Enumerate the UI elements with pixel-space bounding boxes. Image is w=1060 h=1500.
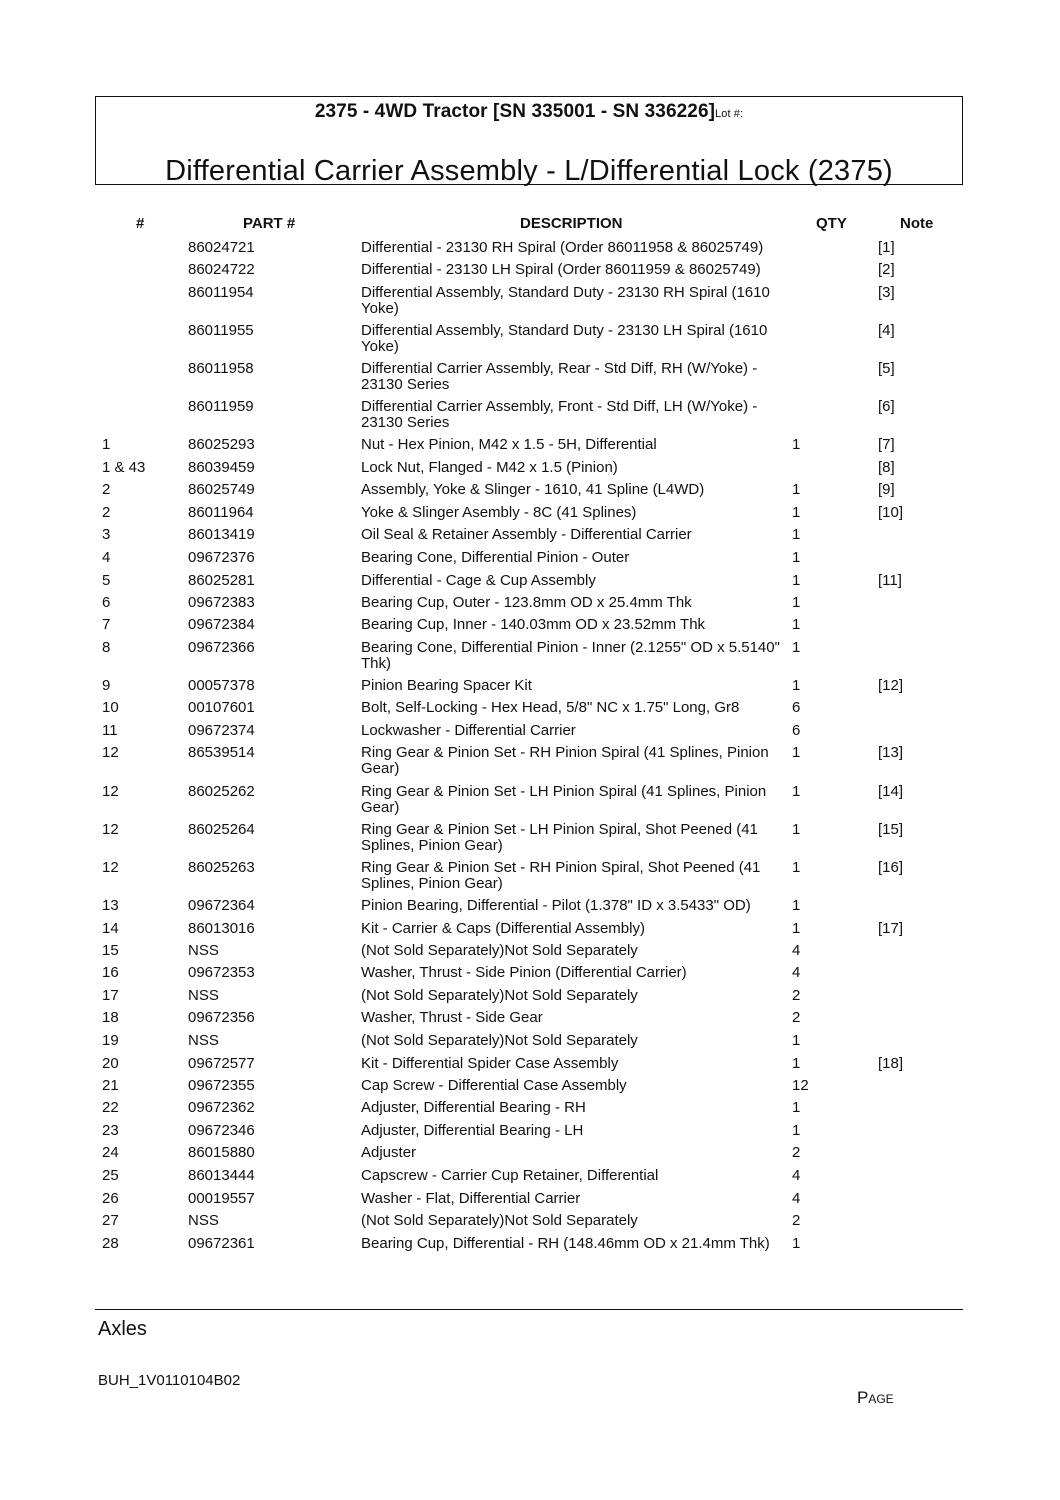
quantity-cell: 4 (792, 1190, 801, 1207)
footer-divider (95, 1309, 963, 1310)
part-number-cell: 00057378 (188, 677, 255, 694)
description-cell: Differential Carrier Assembly, Rear - Std Diff, RH (W/Yoke) - 23130 Series (361, 360, 758, 393)
description-cell: Oil Seal & Retainer Assembly - Differential Carrier (361, 526, 692, 543)
description-cell: (Not Sold Separately)Not Sold Separately (361, 1212, 638, 1229)
description-cell: Bearing Cup, Inner - 140.03mm OD x 23.52mm Thk (361, 616, 706, 633)
quantity-cell: 1 (792, 897, 801, 914)
quantity-cell: 4 (792, 1167, 801, 1184)
part-number-cell: 86025264 (188, 821, 255, 838)
column-header-qty: QTY (816, 215, 847, 232)
part-number-cell: 86011964 (188, 504, 254, 521)
description-cell: Adjuster (361, 1144, 417, 1161)
document-id: BUH_1V0110104B02 (98, 1372, 241, 1389)
quantity-cell: 1 (792, 526, 801, 543)
description-cell: Ring Gear & Pinion Set - RH Pinion Spiral, Shot Peened (41 Splines, Pinion Gear) (361, 859, 761, 892)
description-cell: Ring Gear & Pinion Set - RH Pinion Spiral (41 Splines, Pinion Gear) (361, 744, 769, 777)
item-number-cell: 28 (102, 1235, 119, 1252)
quantity-cell: 6 (792, 699, 801, 716)
page-title: Differential Carrier Assembly - L/Differential Lock (2375) (165, 155, 893, 187)
part-number-cell: NSS (188, 1032, 219, 1049)
quantity-cell: 1 (792, 1099, 801, 1116)
description-cell: (Not Sold Separately)Not Sold Separately (361, 987, 638, 1004)
part-number-cell: 09672384 (188, 616, 255, 633)
description-cell: Bolt, Self-Locking - Hex Head, 5/8" NC x 1.75" Long, Gr8 (361, 699, 740, 716)
description-cell: Differential - Cage & Cup Assembly (361, 572, 596, 589)
item-number-cell: 3 (102, 526, 111, 543)
quantity-cell: 2 (792, 987, 801, 1004)
tractor-model-text: 2375 - 4WD Tractor [SN 335001 - SN 336226] (314, 101, 716, 122)
description-cell: Bearing Cup, Differential - RH (148.46mm OD x 21.4mm Thk) (361, 1235, 770, 1252)
description-cell: Pinion Bearing Spacer Kit (361, 677, 532, 694)
part-number-cell: 09672577 (188, 1055, 255, 1072)
description-cell: Capscrew - Carrier Cup Retainer, Differential (361, 1167, 659, 1184)
part-number-cell: 09672356 (188, 1009, 255, 1026)
part-number-cell: 86039459 (188, 459, 255, 476)
quantity-cell: 1 (792, 1055, 801, 1072)
item-number-cell: 15 (102, 942, 119, 959)
item-number-cell: 12 (102, 859, 119, 876)
description-cell: Bearing Cone, Differential Pinion - Outer (361, 549, 630, 566)
part-number-cell: NSS (188, 987, 219, 1004)
description-cell: Ring Gear & Pinion Set - LH Pinion Spiral (41 Splines, Pinion Gear) (361, 783, 767, 816)
part-number-cell: 09672366 (188, 639, 255, 656)
note-ref-cell: [9] (878, 481, 895, 498)
quantity-cell: 1 (792, 481, 801, 498)
description-cell: Differential Assembly, Standard Duty - 23130 LH Spiral (1610 Yoke) (361, 322, 768, 355)
part-number-cell: 00107601 (188, 699, 255, 716)
description-cell: Kit - Differential Spider Case Assembly (361, 1055, 619, 1072)
note-ref-cell: [10] (878, 504, 904, 521)
description-cell: Differential Carrier Assembly, Front - Std Diff, LH (W/Yoke) - 23130 Series (361, 398, 758, 431)
note-ref-cell: [6] (878, 398, 895, 415)
quantity-cell: 1 (792, 504, 801, 521)
quantity-cell: 1 (792, 572, 801, 589)
note-ref-cell: [11] (878, 572, 902, 589)
item-number-cell: 26 (102, 1190, 119, 1207)
part-number-cell: 09672353 (188, 964, 255, 981)
item-number-cell: 12 (102, 821, 119, 838)
quantity-cell: 1 (792, 677, 801, 694)
description-cell: Ring Gear & Pinion Set - LH Pinion Spiral, Shot Peened (41 Splines, Pinion Gear) (361, 821, 758, 854)
description-cell: Kit - Carrier & Caps (Differential Assembly) (361, 920, 645, 937)
part-number-cell: NSS (188, 942, 219, 959)
quantity-cell: 2 (792, 1144, 801, 1161)
item-number-cell: 8 (102, 639, 111, 656)
quantity-cell: 1 (792, 821, 801, 838)
page-label: Page (857, 1388, 894, 1407)
note-ref-cell: [7] (878, 436, 895, 453)
item-number-cell: 12 (102, 783, 119, 800)
part-number-cell: 86024722 (188, 261, 255, 278)
item-number-cell: 13 (102, 897, 119, 914)
item-number-cell: 10 (102, 699, 119, 716)
note-ref-cell: [4] (878, 322, 895, 339)
column-header-number: # (136, 215, 145, 232)
description-cell: Adjuster, Differential Bearing - LH (361, 1122, 584, 1139)
item-number-cell: 18 (102, 1009, 119, 1026)
note-ref-cell: [3] (878, 284, 895, 301)
column-header-part: PART # (243, 215, 296, 232)
description-cell: Bearing Cup, Outer - 123.8mm OD x 25.4mm Thk (361, 594, 692, 611)
part-number-cell: 09672346 (188, 1122, 255, 1139)
item-number-cell: 7 (102, 616, 111, 633)
quantity-cell: 1 (792, 1032, 801, 1049)
description-cell: Differential - 23130 RH Spiral (Order 86011958 & 86025749) (361, 239, 764, 256)
quantity-cell: 1 (792, 920, 801, 937)
note-ref-cell: [8] (878, 459, 895, 476)
item-number-cell: 2 (102, 481, 111, 498)
part-number-cell: 86539514 (188, 744, 255, 761)
item-number-cell: 11 (102, 722, 118, 739)
note-ref-cell: [1] (878, 239, 895, 256)
description-cell: Yoke & Slinger Asembly - 8C (41 Splines) (361, 504, 637, 521)
part-number-cell: 86025263 (188, 859, 255, 876)
description-cell: Washer, Thrust - Side Gear (361, 1009, 543, 1026)
item-number-cell: 1 (102, 436, 111, 453)
item-number-cell: 17 (102, 987, 119, 1004)
quantity-cell: 1 (792, 1122, 801, 1139)
item-number-cell: 23 (102, 1122, 119, 1139)
item-number-cell: 6 (102, 594, 111, 611)
description-cell: (Not Sold Separately)Not Sold Separately (361, 942, 638, 959)
part-number-cell: 86025262 (188, 783, 255, 800)
item-number-cell: 12 (102, 744, 119, 761)
quantity-cell: 6 (792, 722, 801, 739)
item-number-cell: 9 (102, 677, 111, 694)
part-number-cell: 86011959 (188, 398, 254, 415)
quantity-cell: 2 (792, 1212, 801, 1229)
item-number-cell: 14 (102, 920, 119, 937)
note-ref-cell: [12] (878, 677, 904, 694)
note-ref-cell: [15] (878, 821, 904, 838)
part-number-cell: 86025293 (188, 436, 255, 453)
description-cell: Washer, Thrust - Side Pinion (Differential Carrier) (361, 964, 687, 981)
part-number-cell: 86013016 (188, 920, 255, 937)
note-ref-cell: [2] (878, 261, 895, 278)
description-cell: Bearing Cone, Differential Pinion - Inner (2.1255" OD x 5.5140" Thk) (361, 639, 780, 672)
item-number-cell: 19 (102, 1032, 119, 1049)
part-number-cell: 09672362 (188, 1099, 255, 1116)
item-number-cell: 21 (102, 1077, 119, 1094)
part-number-cell: 00019557 (188, 1190, 255, 1207)
part-number-cell: 86011955 (188, 322, 254, 339)
column-header-note: Note (900, 215, 934, 232)
part-number-cell: 86015880 (188, 1144, 255, 1161)
description-cell: Washer - Flat, Differential Carrier (361, 1190, 581, 1207)
item-number-cell: 25 (102, 1167, 119, 1184)
note-ref-cell: [17] (878, 920, 904, 937)
description-cell: Differential Assembly, Standard Duty - 23130 RH Spiral (1610 Yoke) (361, 284, 770, 317)
quantity-cell: 1 (792, 783, 801, 800)
part-number-cell: 86011954 (188, 284, 254, 301)
note-ref-cell: [16] (878, 859, 904, 876)
item-number-cell: 22 (102, 1099, 119, 1116)
item-number-cell: 1 & 43 (102, 459, 146, 476)
quantity-cell: 1 (792, 1235, 801, 1252)
item-number-cell: 20 (102, 1055, 119, 1072)
note-ref-cell: [13] (878, 744, 904, 761)
item-number-cell: 24 (102, 1144, 119, 1161)
part-number-cell: NSS (188, 1212, 219, 1229)
column-header-description: DESCRIPTION (520, 215, 623, 232)
section-name: Axles (98, 1318, 147, 1340)
part-number-cell: 86013444 (188, 1167, 255, 1184)
quantity-cell: 4 (792, 942, 801, 959)
note-ref-cell: [18] (878, 1055, 904, 1072)
quantity-cell: 1 (792, 549, 801, 566)
part-number-cell: 86013419 (188, 526, 255, 543)
quantity-cell: 1 (792, 594, 801, 611)
part-number-cell: 09672364 (188, 897, 255, 914)
description-cell: (Not Sold Separately)Not Sold Separately (361, 1032, 638, 1049)
quantity-cell: 1 (792, 744, 801, 761)
description-cell: Lockwasher - Differential Carrier (361, 722, 576, 739)
part-number-cell: 09672355 (188, 1077, 255, 1094)
quantity-cell: 12 (792, 1077, 809, 1094)
part-number-cell: 86024721 (188, 239, 255, 256)
description-cell: Differential - 23130 LH Spiral (Order 86011959 & 86025749) (361, 261, 761, 278)
quantity-cell: 2 (792, 1009, 801, 1026)
part-number-cell: 86011958 (188, 360, 254, 377)
description-cell: Cap Screw - Differential Case Assembly (361, 1077, 627, 1094)
quantity-cell: 4 (792, 964, 801, 981)
description-cell: Nut - Hex Pinion, M42 x 1.5 - 5H, Differential (361, 436, 657, 453)
part-number-cell: 09672383 (188, 594, 255, 611)
quantity-cell: 1 (792, 436, 801, 453)
item-number-cell: 16 (102, 964, 119, 981)
note-ref-cell: [14] (878, 783, 904, 800)
quantity-cell: 1 (792, 616, 801, 633)
description-cell: Pinion Bearing, Differential - Pilot (1.378" ID x 3.5433" OD) (361, 897, 751, 914)
description-cell: Assembly, Yoke & Slinger - 1610, 41 Spline (L4WD) (361, 481, 705, 498)
quantity-cell: 1 (792, 639, 801, 656)
item-number-cell: 5 (102, 572, 111, 589)
part-number-cell: 09672361 (188, 1235, 255, 1252)
note-ref-cell: [5] (878, 360, 895, 377)
lot-number-label: Lot #: (715, 108, 744, 120)
part-number-cell: 86025749 (188, 481, 255, 498)
part-number-cell: 09672376 (188, 549, 255, 566)
item-number-cell: 27 (102, 1212, 119, 1229)
item-number-cell: 4 (102, 549, 111, 566)
description-cell: Lock Nut, Flanged - M42 x 1.5 (Pinion) (361, 459, 618, 476)
item-number-cell: 2 (102, 504, 111, 521)
quantity-cell: 1 (792, 859, 801, 876)
description-cell: Adjuster, Differential Bearing - RH (361, 1099, 586, 1116)
part-number-cell: 09672374 (188, 722, 255, 739)
part-number-cell: 86025281 (188, 572, 255, 589)
